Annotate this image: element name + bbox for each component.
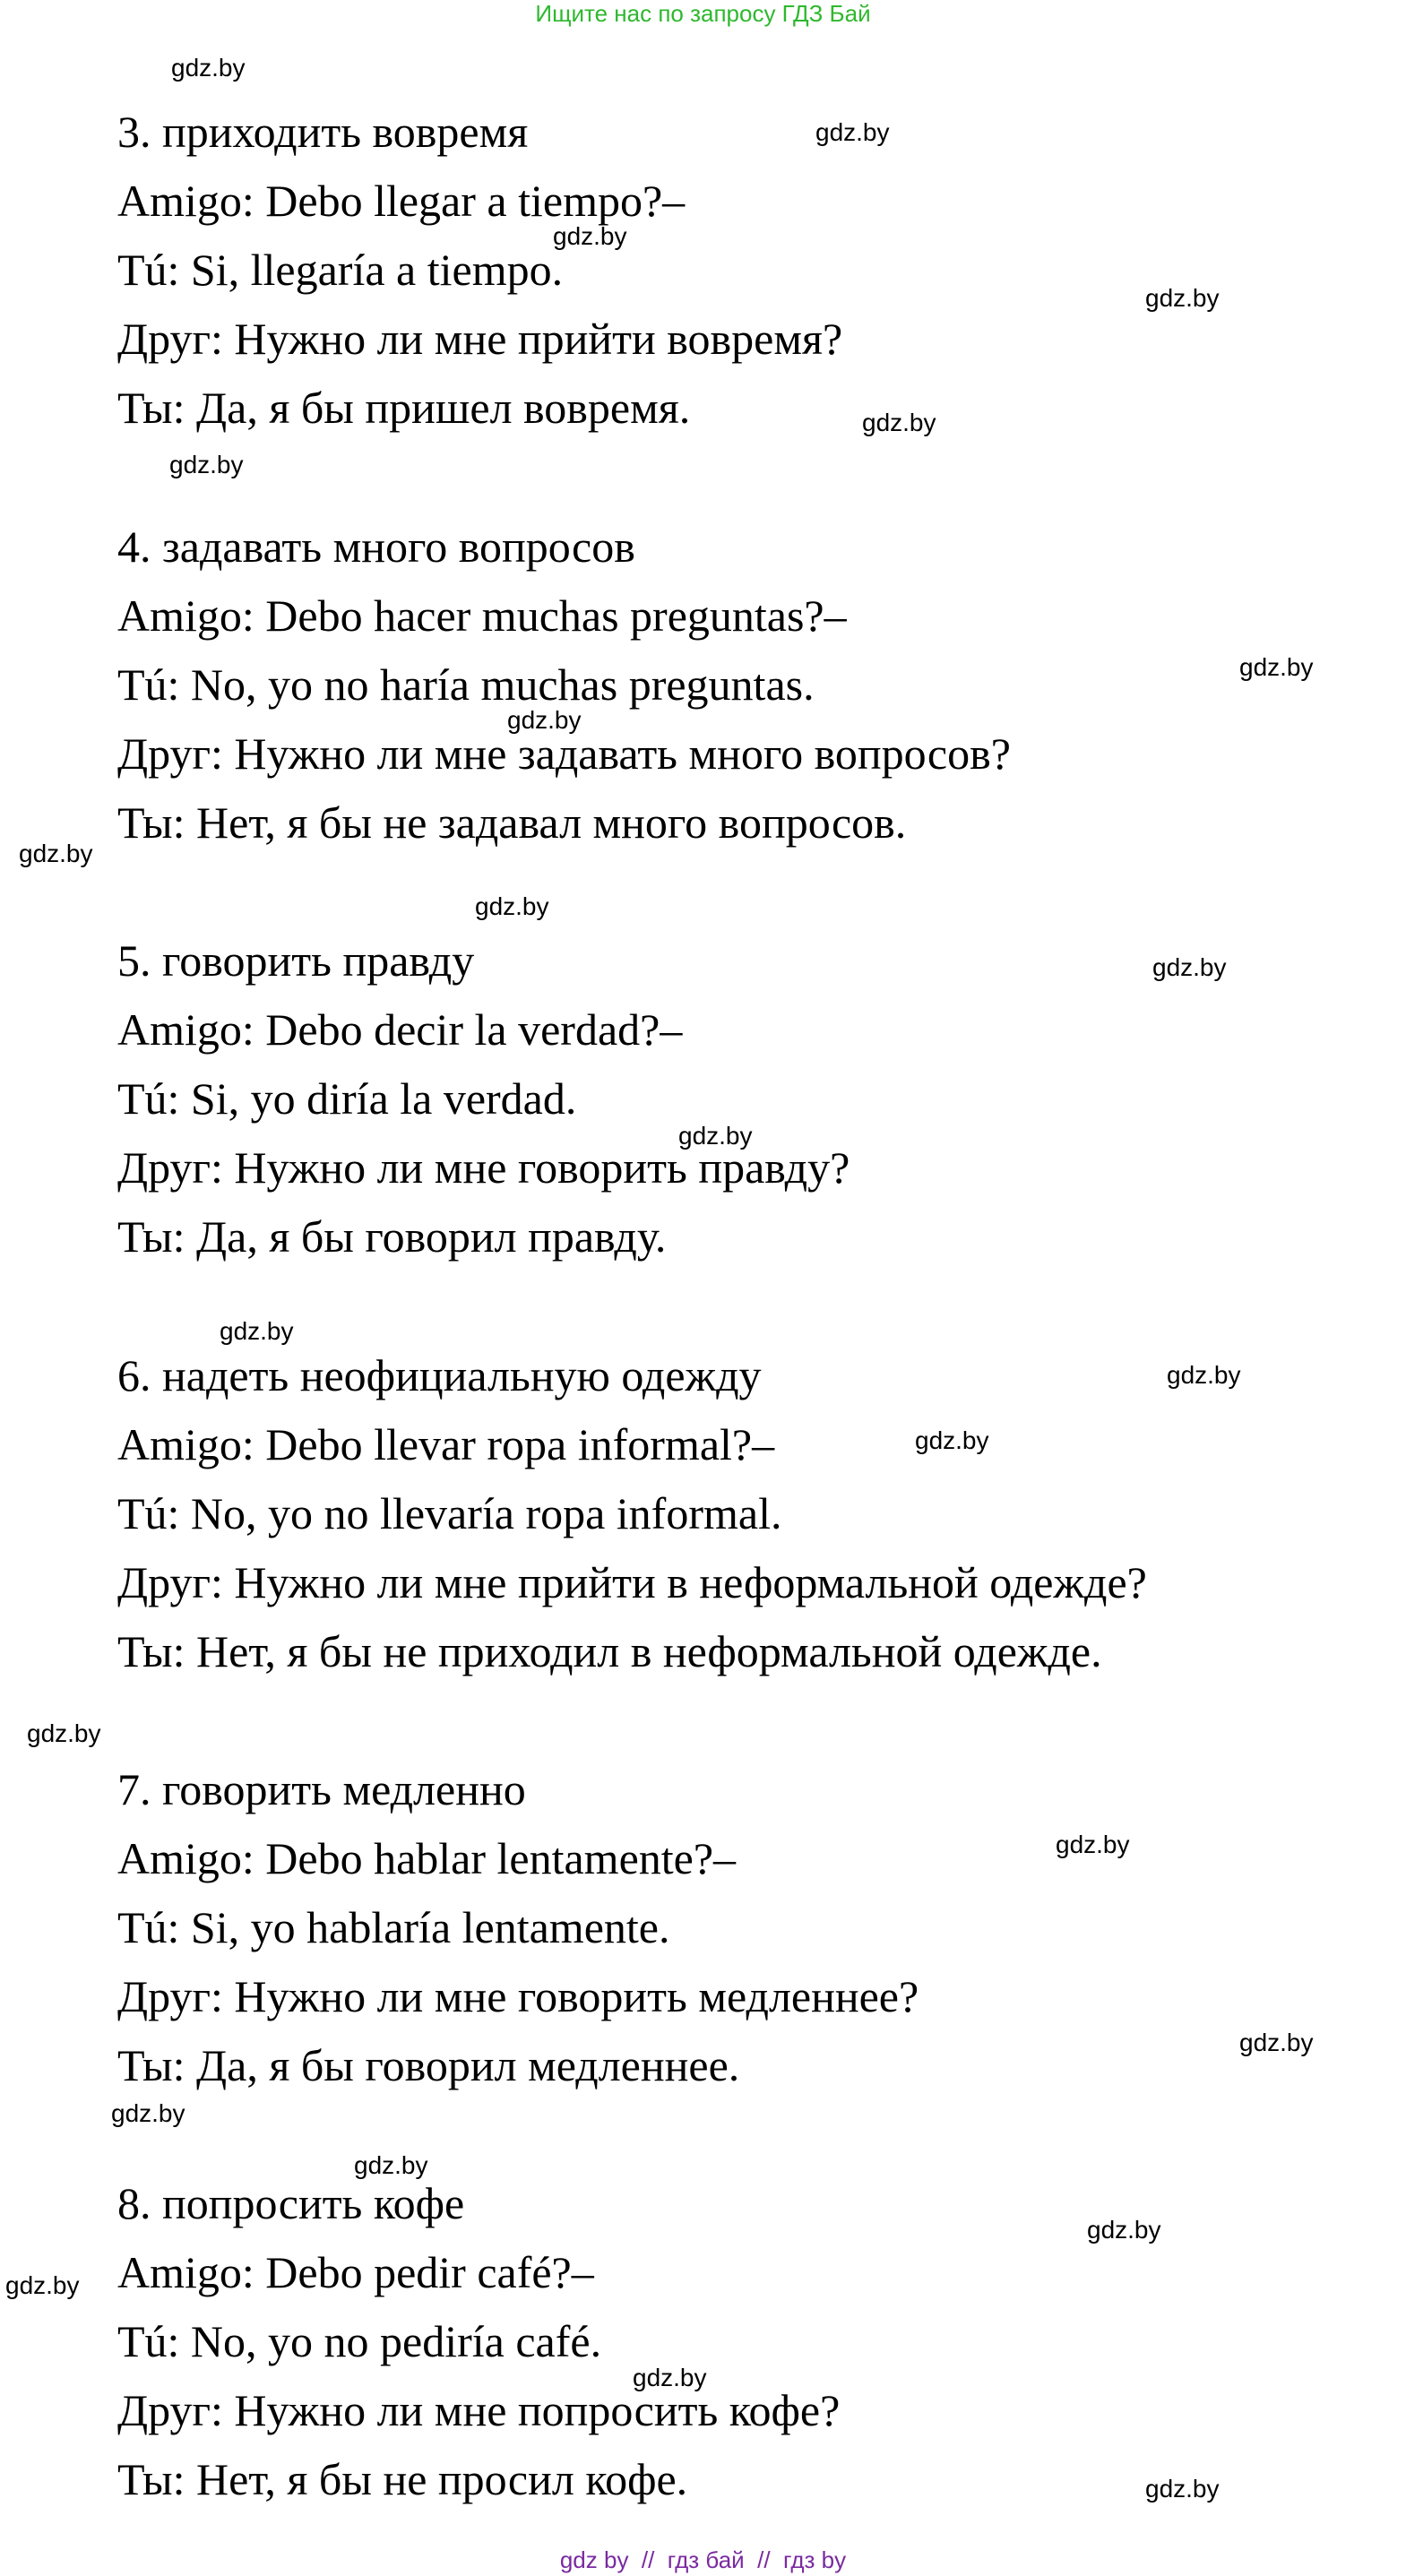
exercise-7-line-3: Друг: Нужно ли мне говорить медленнее?: [117, 1971, 919, 2021]
watermark: gdz.by: [815, 118, 890, 146]
exercise-4-heading: 4. задавать много вопросов: [117, 521, 635, 572]
watermark: gdz.by: [354, 2151, 428, 2179]
exercise-4-line-1: Amigo: Debo hacer muchas preguntas?–: [117, 590, 847, 641]
footer-links: gdz by // гдз бай // гдз by: [559, 2546, 847, 2573]
exercise-3-line-1: Amigo: Debo llegar a tiempo?–: [117, 176, 686, 226]
exercise-8-line-2: Tú: No, yo no pediría café.: [117, 2316, 602, 2366]
search-hint-banner: Ищите нас по запросу ГДЗ Бай: [535, 0, 871, 27]
watermark: gdz.by: [678, 1122, 753, 1150]
watermark: gdz.by: [553, 222, 627, 250]
exercise-6-line-3: Друг: Нужно ли мне прийти в неформальной одежде?: [117, 1557, 1147, 1607]
exercise-6-heading: 6. надеть неофициальную одежду: [117, 1350, 762, 1400]
exercise-8-line-4: Ты: Нет, я бы не просил кофе.: [117, 2454, 688, 2504]
watermark: gdz.by: [915, 1426, 989, 1454]
exercise-3-line-4: Ты: Да, я бы пришел вовремя.: [117, 383, 691, 433]
exercise-5-line-3: Друг: Нужно ли мне говорить правду?: [117, 1142, 850, 1193]
watermark: gdz.by: [633, 2364, 707, 2391]
exercise-3-line-3: Друг: Нужно ли мне прийти вовремя?: [117, 314, 843, 364]
exercise-5-line-1: Amigo: Debo decir la verdad?–: [117, 1004, 683, 1055]
exercise-8-line-3: Друг: Нужно ли мне попросить кофе?: [117, 2385, 841, 2435]
exercise-8-line-1: Amigo: Debo pedir café?–: [117, 2247, 594, 2297]
watermark: gdz.by: [1167, 1361, 1241, 1389]
exercise-4-line-2: Tú: No, yo no haría muchas preguntas.: [117, 659, 815, 710]
watermark: gdz.by: [475, 892, 549, 920]
watermark: gdz.by: [220, 1317, 294, 1345]
exercise-5-line-4: Ты: Да, я бы говорил правду.: [117, 1211, 667, 1262]
exercise-4-line-4: Ты: Нет, я бы не задавал много вопросов.: [117, 797, 907, 848]
exercise-7-line-1: Amigo: Debo hablar lentamente?–: [117, 1833, 737, 1883]
watermark: gdz.by: [171, 54, 246, 82]
exercise-5-heading: 5. говорить правду: [117, 935, 475, 986]
watermark: gdz.by: [111, 2099, 185, 2127]
watermark: gdz.by: [27, 1719, 101, 1747]
watermark: gdz.by: [169, 451, 244, 478]
exercise-3-line-2: Tú: Si, llegaría a tiempo.: [117, 245, 564, 295]
watermark: gdz.by: [1239, 2029, 1314, 2056]
watermark: gdz.by: [1239, 653, 1314, 681]
exercise-8-heading: 8. попросить кофе: [117, 2178, 465, 2228]
exercise-7-line-2: Tú: Si, yo hablaría lentamente.: [117, 1902, 670, 1952]
watermark: gdz.by: [1056, 1831, 1130, 1858]
exercise-7-line-4: Ты: Да, я бы говорил медленнее.: [117, 2040, 740, 2090]
watermark: gdz.by: [1145, 2475, 1220, 2503]
watermark: gdz.by: [1152, 953, 1227, 981]
exercise-7-heading: 7. говорить медленно: [117, 1764, 526, 1814]
exercise-4-line-3: Друг: Нужно ли мне задавать много вопросов?: [117, 728, 1011, 779]
watermark: gdz.by: [5, 2271, 80, 2299]
watermark: gdz.by: [1145, 284, 1220, 312]
watermark: gdz.by: [862, 409, 936, 436]
exercise-6-line-2: Tú: No, yo no llevaría ropa informal.: [117, 1488, 782, 1538]
exercise-6-line-1: Amigo: Debo llevar ropa informal?–: [117, 1419, 775, 1469]
exercise-5-line-2: Tú: Si, yo diría la verdad.: [117, 1073, 577, 1124]
watermark: gdz.by: [507, 706, 582, 734]
exercise-3-heading: 3. приходить вовремя: [117, 107, 529, 157]
exercise-6-line-4: Ты: Нет, я бы не приходил в неформальной одежде.: [117, 1626, 1102, 1676]
watermark: gdz.by: [19, 840, 93, 867]
watermark: gdz.by: [1087, 2216, 1161, 2244]
